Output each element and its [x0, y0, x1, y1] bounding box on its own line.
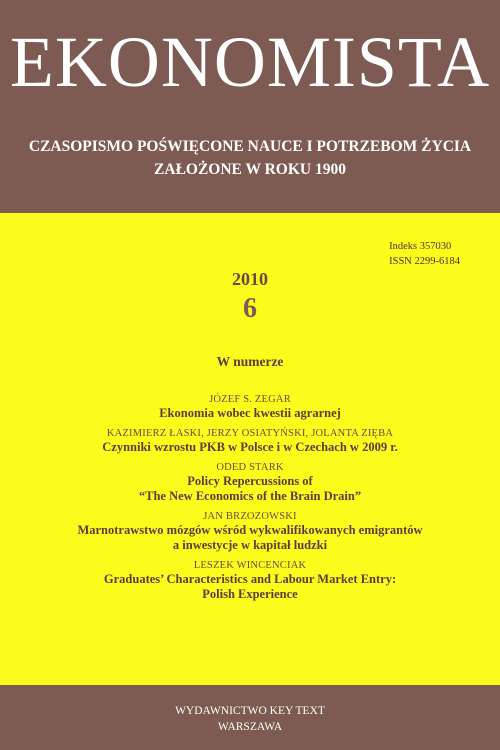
article-author: ODED STARK: [216, 462, 284, 473]
article-title: Ekonomia wobec kwestii agrarnej: [159, 406, 341, 420]
footer-band: [0, 685, 500, 750]
publisher-name: WYDAWNICTWO KEY TEXT: [175, 705, 325, 717]
article-item: [0, 510, 500, 553]
article-author: JÓZEF S. ZEGAR: [209, 394, 291, 405]
article-title: Policy Repercussions of “The New Economics of the Brain Drain”: [138, 474, 362, 503]
issue-year: 2010: [232, 269, 268, 289]
header-band: [0, 0, 500, 213]
article-item: [0, 427, 500, 455]
publisher-info: [0, 703, 500, 735]
identifiers: [389, 239, 460, 269]
article-title: Graduates’ Characteristics and Labour Market Entry: Polish Experience: [103, 572, 397, 601]
journal-subtitle: [0, 135, 500, 181]
contents-heading: W numerze: [216, 354, 284, 369]
journal-title: EKONOMISTA: [9, 22, 491, 102]
article-item: [0, 393, 500, 421]
article-title: Czynniki wzrostu PKB w Polsce i w Czechach w 2009 r.: [102, 440, 398, 454]
article-author: LESZEK WINCENCIAK: [193, 560, 307, 571]
article-item: [0, 559, 500, 602]
issue-number: 6: [243, 293, 257, 324]
article-author: KAZIMIERZ ŁASKI, JERZY OSIATYŃSKI, JOLANTA ZIĘBA: [106, 428, 394, 439]
issn-number: ISSN 2299-6184: [389, 256, 460, 267]
article-author: JAN BRZOZOWSKI: [203, 511, 297, 522]
subtitle-line-2: ZAŁOŻONE W ROKU 1900: [154, 161, 346, 178]
article-title: Marnotrawstwo mózgów wśród wykwalifikowanych emigrantów a inwestycje w kapitał ludzki: [77, 523, 423, 552]
article-list: [0, 393, 500, 608]
subtitle-line-1: CZASOPISMO POŚWIĘCONE NAUCE I POTRZEBOM ŻYCIA: [28, 138, 472, 155]
publisher-city: WARSZAWA: [217, 721, 283, 733]
index-number: Indeks 357030: [389, 241, 452, 252]
article-item: [0, 461, 500, 504]
contents-panel: [0, 213, 500, 685]
